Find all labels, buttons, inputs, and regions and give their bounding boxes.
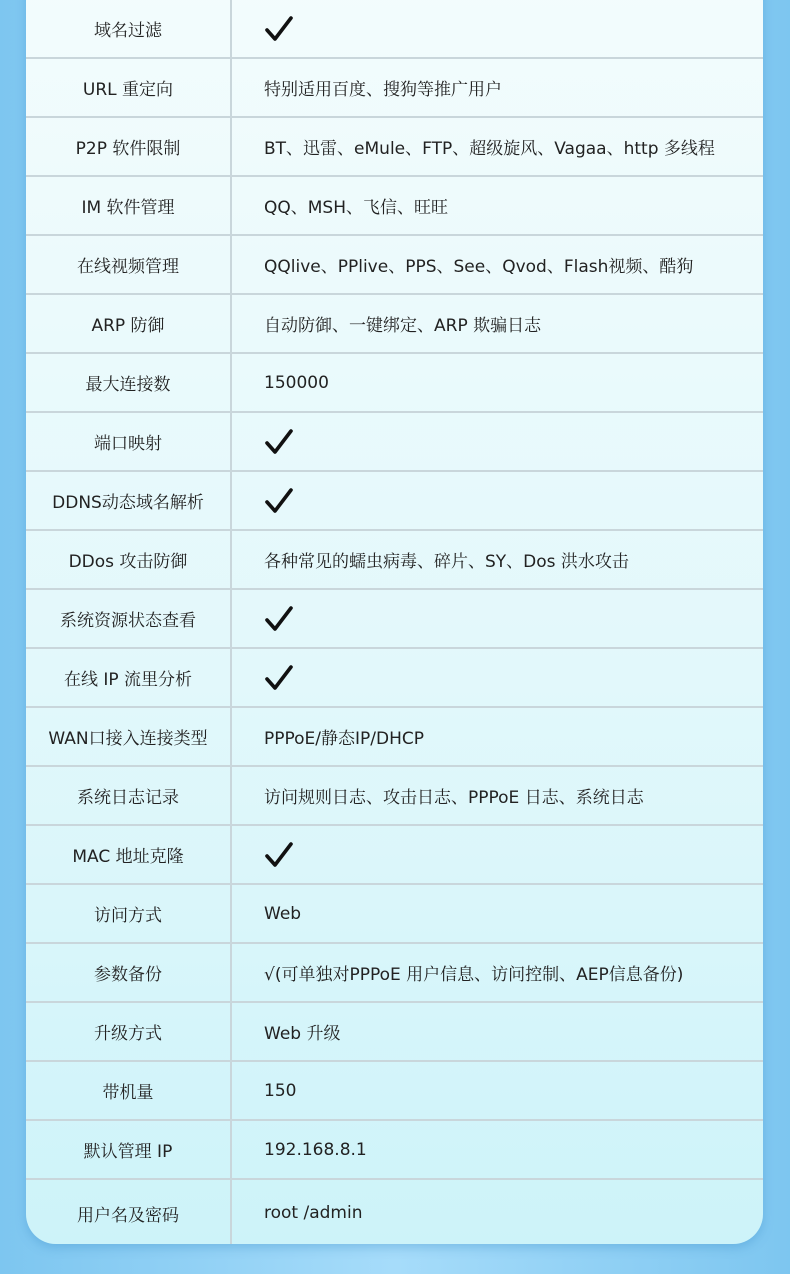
table-row <box>26 884 763 943</box>
row-value <box>231 648 763 707</box>
table-row <box>26 766 763 825</box>
row-value: root /admin <box>264 1203 363 1223</box>
row-value: BT、迅雷、eMule、FTP、超级旋风、Vagaa、http 多线程 <box>231 117 763 176</box>
row-value: 特别适用百度、搜狗等推广用户 <box>231 58 763 117</box>
table-row <box>26 0 763 58</box>
table-row <box>26 353 763 412</box>
row-value: 访问规则日志、攻击日志、PPPoE 日志、系统日志 <box>231 766 763 825</box>
row-value <box>231 471 763 530</box>
checkmark-icon <box>264 840 294 870</box>
row-label: DDNS动态域名解析 <box>26 471 231 530</box>
table-row <box>26 412 763 471</box>
row-value <box>231 412 763 471</box>
row-label: DDos 攻击防御 <box>26 530 231 589</box>
row-value: 150 <box>231 1061 763 1120</box>
table-row <box>26 117 763 176</box>
table-row <box>26 1120 763 1179</box>
table-row <box>26 943 763 1002</box>
row-label: 升级方式 <box>26 1002 231 1061</box>
row-label: IM 软件管理 <box>26 176 231 235</box>
row-label: 用户名及密码 <box>26 1179 231 1244</box>
table-row <box>26 235 763 294</box>
checkmark-icon <box>264 604 294 634</box>
row-value: QQ、MSH、飞信、旺旺 <box>231 176 763 235</box>
table-row <box>26 1061 763 1120</box>
row-label: WAN口接入连接类型 <box>26 707 231 766</box>
row-label: URL 重定向 <box>26 58 231 117</box>
row-label: 访问方式 <box>26 884 231 943</box>
row-label: 系统日志记录 <box>26 766 231 825</box>
table-row <box>26 530 763 589</box>
spec-table <box>26 0 763 1244</box>
row-label: 在线视频管理 <box>26 235 231 294</box>
table-row <box>26 294 763 353</box>
row-value <box>231 825 763 884</box>
row-value: QQlive、PPlive、PPS、See、Qvod、Flash视频、酷狗 <box>231 235 763 294</box>
row-label: 默认管理 IP <box>26 1120 231 1179</box>
row-value <box>231 589 763 648</box>
row-value: PPPoE/静态IP/DHCP <box>231 707 763 766</box>
table-row <box>26 471 763 530</box>
row-label: 带机量 <box>26 1061 231 1120</box>
checkmark-icon <box>264 14 294 44</box>
table-row <box>26 1002 763 1061</box>
row-label: 在线 IP 流里分析 <box>26 648 231 707</box>
row-label: 参数备份 <box>26 943 231 1002</box>
row-value: 各种常见的蠕虫病毒、碎片、SY、Dos 洪水攻击 <box>231 530 763 589</box>
row-value: Web <box>231 884 763 943</box>
row-value <box>231 0 763 58</box>
spec-table-body <box>26 0 763 1244</box>
row-label: 最大连接数 <box>26 353 231 412</box>
table-row <box>26 176 763 235</box>
row-value: Web 升级 <box>231 1002 763 1061</box>
table-row <box>26 825 763 884</box>
checkmark-icon <box>264 427 294 457</box>
row-value: 自动防御、一键绑定、ARP 欺骗日志 <box>231 294 763 353</box>
row-value: √(可单独对PPPoE 用户信息、访问控制、AEP信息备份) <box>231 943 763 1002</box>
table-row <box>26 648 763 707</box>
table-row <box>26 589 763 648</box>
row-label: ARP 防御 <box>26 294 231 353</box>
row-label: 域名过滤 <box>26 0 231 58</box>
checkmark-icon <box>264 486 294 516</box>
row-label: 端口映射 <box>26 412 231 471</box>
spec-card <box>26 0 763 1244</box>
row-label: P2P 软件限制 <box>26 117 231 176</box>
table-row <box>26 707 763 766</box>
checkmark-icon <box>264 663 294 693</box>
row-value: 150000 <box>231 353 763 412</box>
row-label: 系统资源状态查看 <box>26 589 231 648</box>
row-value: 192.168.8.1 <box>231 1120 763 1179</box>
table-row <box>26 1179 763 1244</box>
table-row <box>26 58 763 117</box>
row-label: MAC 地址克隆 <box>26 825 231 884</box>
